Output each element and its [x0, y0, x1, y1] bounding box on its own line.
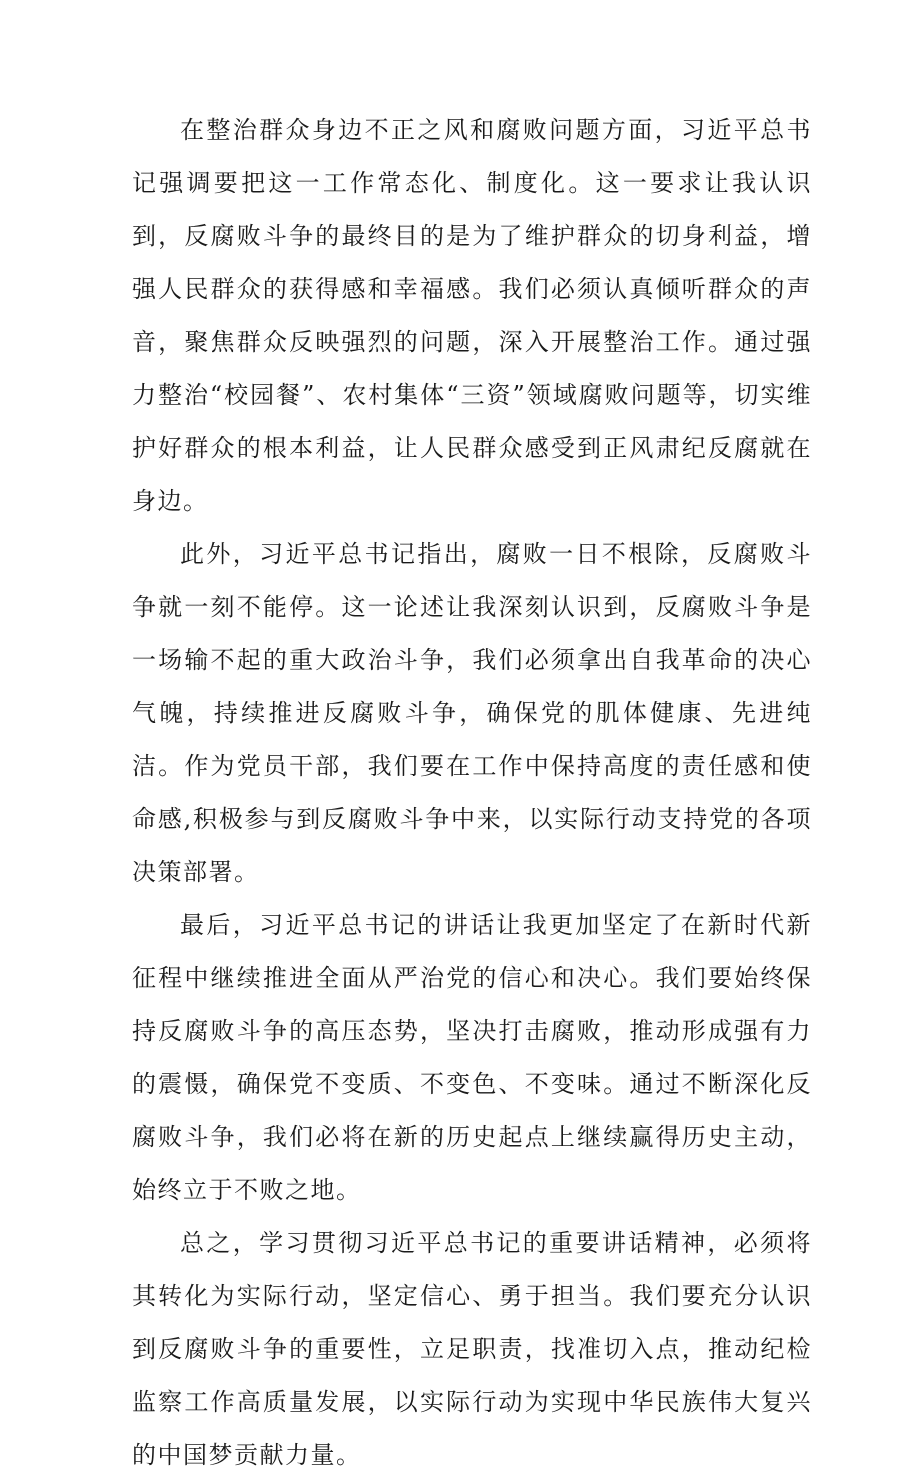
- paragraph-2: 此外，习近平总书记指出，腐败一日不根除，反腐败斗争就一刻不能停。这一论述让我深刻认识到，反腐败斗争是一场输不起的重大政治斗争，我们必须拿出自我革命的决心气魄，持续推进反腐败斗争，确保党的肌体健康、先进纯洁。作为党员干部，我们要在工作中保持高度的责任感和使命感,积极参与到反腐败斗争中来，以实际行动支持党的各项决策部署。: [132, 540, 812, 886]
- paragraph-1: 在整治群众身边不正之风和腐败问题方面，习近平总书记强调要把这一工作常态化、制度化。这一要求让我认识到，反腐败斗争的最终目的是为了维护群众的切身利益，增强人民群众的获得感和幸福感。我们必须认真倾听群众的声音，聚焦群众反映强烈的问题，深入开展整治工作。通过强力整治“校园餐”、农村集体“三资”领域腐败问题等，切实维护好群众的根本利益，让人民群众感受到正风肃纪反腐就在身边。: [132, 116, 812, 515]
- document-body: [132, 104, 812, 1482]
- paragraph-3: 最后，习近平总书记的讲话让我更加坚定了在新时代新征程中继续推进全面从严治党的信心和决心。我们要始终保持反腐败斗争的高压态势，坚决打击腐败，推动形成强有力的震慑，确保党不变质、不变色、不变味。通过不断深化反腐败斗争，我们必将在新的历史起点上继续赢得历史主动，始终立于不败之地。: [132, 911, 812, 1204]
- paragraph-4: 总之，学习贯彻习近平总书记的重要讲话精神，必须将其转化为实际行动，坚定信心、勇于担当。我们要充分认识到反腐败斗争的重要性，立足职责，找准切入点，推动纪检监察工作高质量发展，以实际行动为实现中华民族伟大复兴的中国梦贡献力量。: [132, 1229, 812, 1469]
